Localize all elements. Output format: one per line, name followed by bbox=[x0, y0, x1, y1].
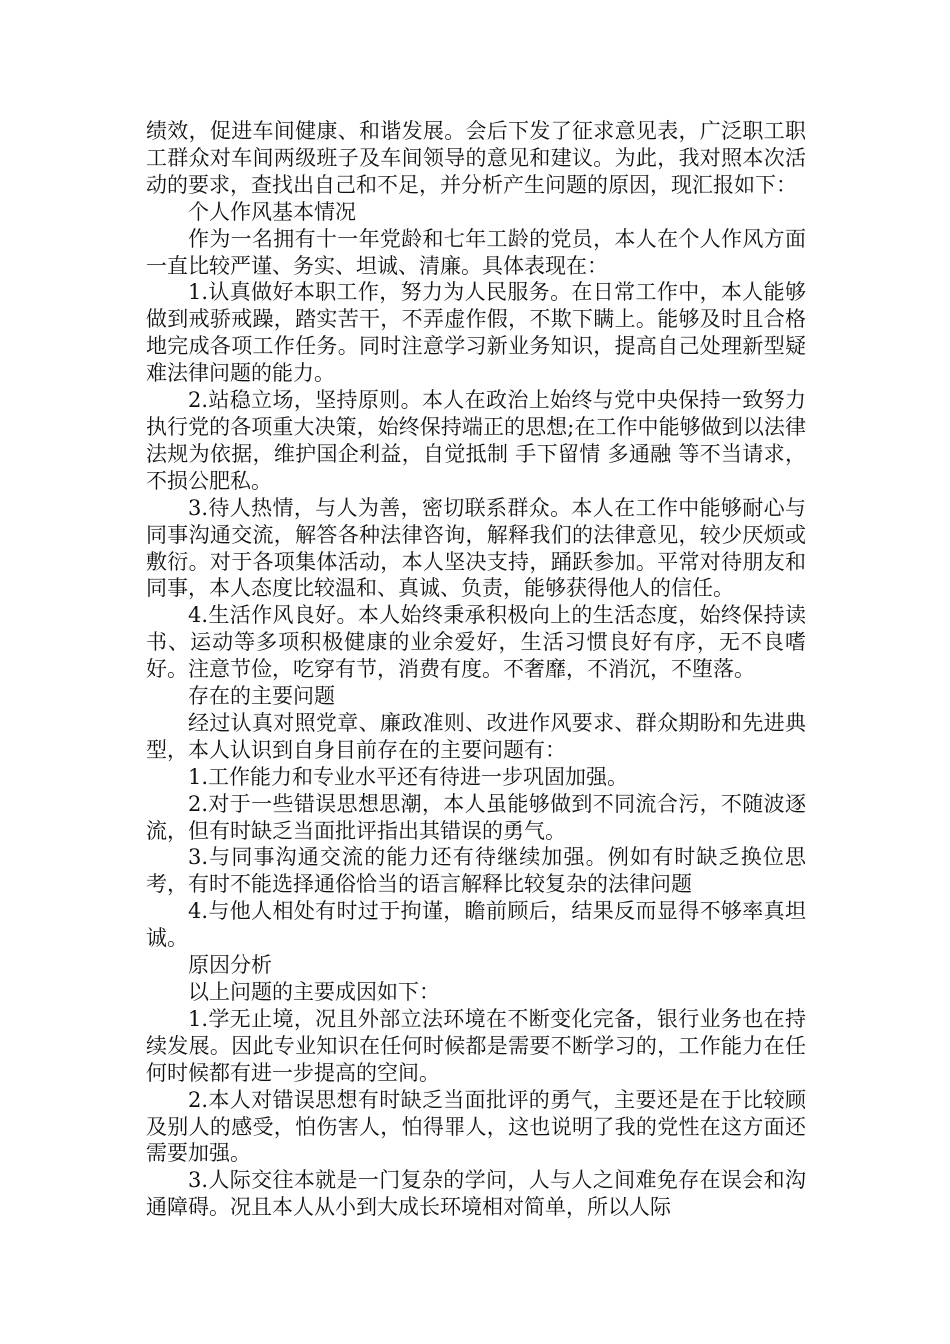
paragraph-cause-2: 2.本人对错误思想有时缺乏当面批评的勇气，主要还是在于比较顾及别人的感受，怕伤害人，怕得罪人，这也说明了我的党性在这方面还需要加强。 bbox=[146, 1087, 806, 1166]
paragraph-problem-1: 1.工作能力和专业水平还有待进一步巩固加强。 bbox=[188, 764, 629, 789]
paragraph-intro: 绩效，促进车间健康、和谐发展。会后下发了征求意见表，广泛职工职工群众对车间两级班子及车间领导的意见和建议。为此，我对照本次活动的要求，查找出自己和不足，并分析产生问题的原因，现汇报如下： bbox=[146, 119, 806, 197]
paragraph-problem-3: 3.与同事沟通交流的能力还有待继续加强。例如有时缺乏换位思考，有时不能选择通俗恰当的语言解释比较复杂的法律问题 bbox=[146, 845, 806, 897]
paragraph-item-2: 2.站稳立场，坚持原则。本人在政治上始终与党中央保持一致努力执行党的各项重大决策，始终保持端正的思想;在工作中能够做到以法律法规为依据，维护国企利益，自觉抵制 手下留情 多通融 等不当请求，不损公肥私。 bbox=[146, 388, 806, 493]
paragraph-item-1: 1.认真做好本职工作，努力为人民服务。在日常工作中，本人能够做到戒骄戒躁，踏实苦干，不弄虚作假，不欺下瞒上。能够及时且合格地完成各项工作任务。同时注意学习新业务知识，提高自己处理新型疑难法律问题的能力。 bbox=[146, 280, 806, 386]
section-heading-problems: 存在的主要问题 bbox=[188, 684, 335, 709]
section-heading-cause-analysis: 原因分析 bbox=[188, 953, 272, 978]
paragraph-problem-2: 2.对于一些错误思想思潮，本人虽能够做到不同流合污，不随波逐流，但有时缺乏当面批评指出其错误的勇气。 bbox=[146, 791, 806, 843]
paragraph-personal-summary: 作为一名拥有十一年党龄和七年工龄的党员，本人在个人作风方面一直比较严谨、务实、坦诚、清廉。具体表现在： bbox=[146, 226, 806, 278]
document-body bbox=[146, 118, 806, 1221]
section-heading-personal-style: 个人作风基本情况 bbox=[188, 199, 356, 224]
paragraph-cause-1: 1.学无止境，况且外部立法环境在不断变化完备，银行业务也在持续发展。因此专业知识在任何时候都是需要不断学习的，工作能力在任何时候都有进一步提高的空间。 bbox=[146, 1006, 806, 1085]
paragraph-item-3: 3.待人热情，与人为善，密切联系群众。本人在工作中能够耐心与同事沟通交流，解答各种法律咨询，解释我们的法律意见，较少厌烦或敷衍。对于各项集体活动，本人坚决支持，踊跃参加。平常对待朋友和同事，本人态度比较温和、真诚、负责，能够获得他人的信任。 bbox=[146, 495, 806, 601]
paragraph-cause-3: 3.人际交往本就是一门复杂的学问，人与人之间难免存在误会和沟通障碍。况且本人从小到大成长环境相对简单，所以人际 bbox=[146, 1168, 806, 1220]
paragraph-problems-intro: 经过认真对照党章、廉政准则、改进作风要求、群众期盼和先进典型，本人认识到自身目前存在的主要问题有： bbox=[146, 710, 806, 762]
paragraph-problem-4: 4.与他人相处有时过于拘谨，瞻前顾后，结果反而显得不够率真坦诚。 bbox=[146, 899, 806, 951]
paragraph-item-4: 4.生活作风良好。本人始终秉承积极向上的生活态度，始终保持读书、运动等多项积极健康的业余爱好，生活习惯良好有序，无不良嗜好。注意节俭，吃穿有节，消费有度。不奢靡，不消沉，不堕落。 bbox=[146, 603, 806, 682]
paragraph-causes-intro: 以上问题的主要成因如下： bbox=[188, 980, 440, 1004]
